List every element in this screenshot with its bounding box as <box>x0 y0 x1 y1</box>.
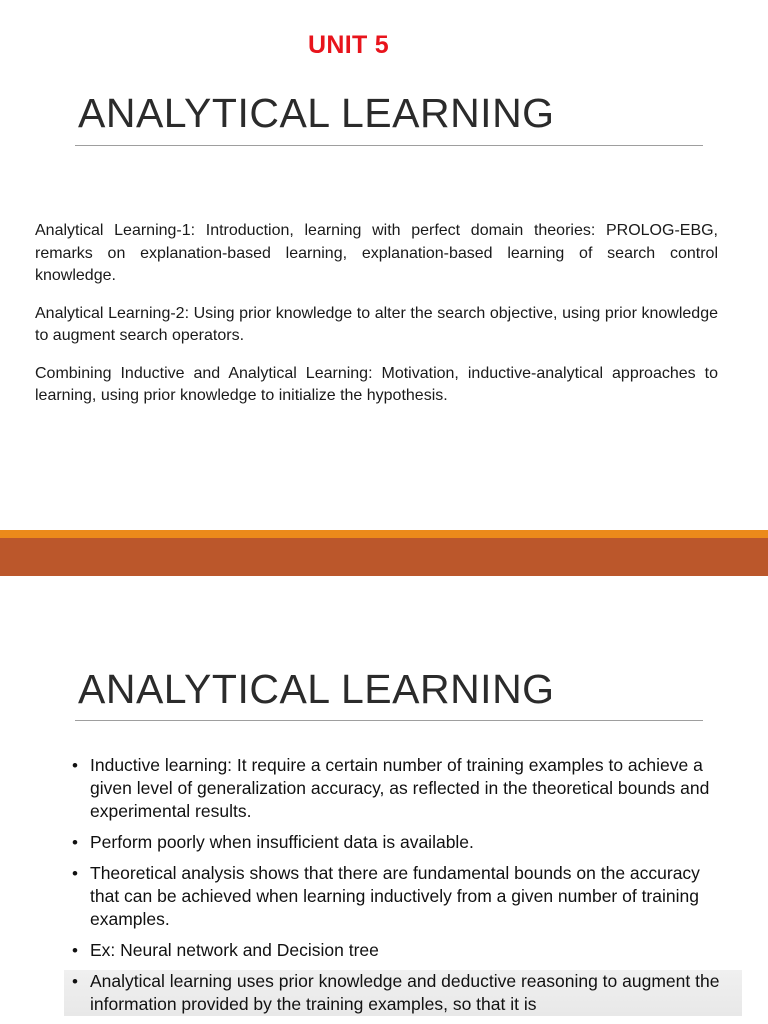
bullet-icon: • <box>72 833 78 852</box>
list-item <box>72 831 722 854</box>
unit-label: UNIT 5 <box>308 31 389 59</box>
bullet-text: Perform poorly when insufficient data is available. <box>90 832 474 852</box>
slide-1-body <box>35 220 718 423</box>
slide-separator-accent <box>0 530 768 538</box>
list-item <box>72 754 722 823</box>
slide-1-title: ANALYTICAL LEARNING <box>78 90 555 136</box>
bullet-text: Inductive learning: It require a certain number of training examples to achieve a given level of generalization accuracy, as reflected in the theoretical bounds and experimental results. <box>90 755 710 821</box>
bullet-text: Analytical learning uses prior knowledge and deductive reasoning to augment the information provided by the training examples, so that it is <box>90 971 720 1014</box>
bullet-list <box>72 754 722 1024</box>
bullet-icon: • <box>72 864 78 883</box>
slide-separator-band <box>0 538 768 576</box>
bullet-icon: • <box>72 941 78 960</box>
list-item <box>72 939 722 962</box>
bullet-text: Theoretical analysis shows that there are fundamental bounds on the accuracy that can be achieved when learning inductively from a given number of training examples. <box>90 863 700 929</box>
list-item <box>72 862 722 931</box>
list-item <box>64 970 742 1016</box>
bullet-icon: • <box>72 756 78 775</box>
slide-2 <box>0 576 768 1024</box>
bullet-text: Ex: Neural network and Decision tree <box>90 940 379 960</box>
title-divider <box>75 145 703 146</box>
slide-2-title: ANALYTICAL LEARNING <box>78 666 555 712</box>
bullet-icon: • <box>72 972 78 991</box>
syllabus-paragraph-1: Analytical Learning-1: Introduction, learning with perfect domain theories: PROLOG-EBG, remarks on explanation-based learning, explanation-based learning of search control knowledge. <box>35 222 718 284</box>
syllabus-paragraph-3: Combining Inductive and Analytical Learning: Motivation, inductive-analytical approaches to learning, using prior knowledge to initialize the hypothesis. <box>35 364 718 404</box>
title-divider <box>75 720 703 721</box>
syllabus-paragraph-2: Analytical Learning-2: Using prior knowledge to alter the search objective, using prior knowledge to augment search operators. <box>35 304 718 344</box>
